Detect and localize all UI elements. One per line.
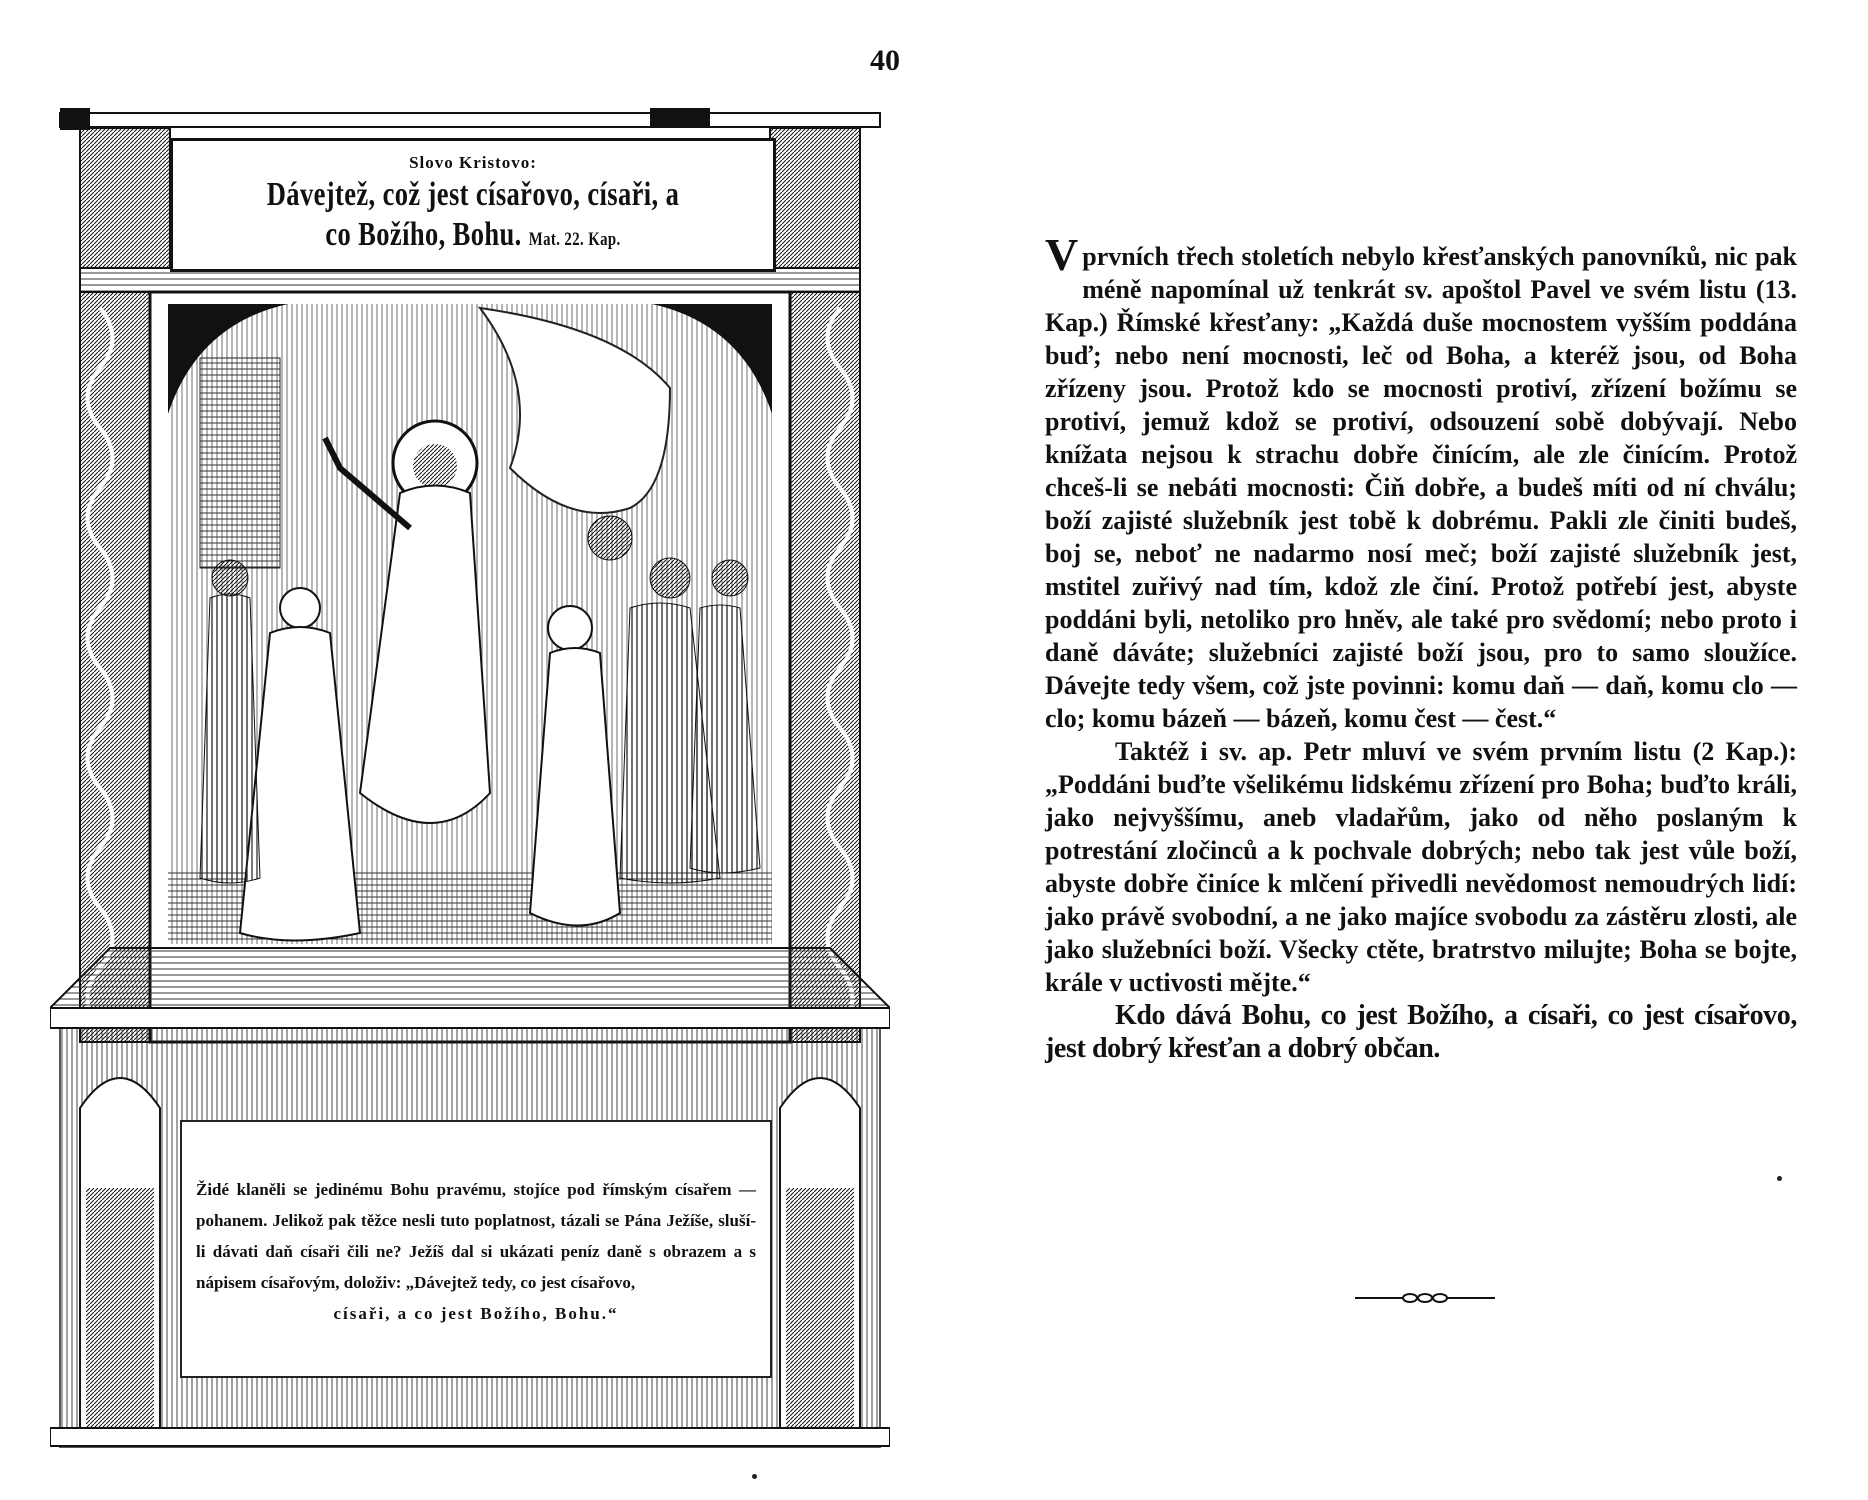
engraving-illustration-icon [168, 304, 772, 944]
title-line-2 [239, 215, 707, 260]
title-main [239, 175, 707, 260]
title-line-1: Dávejtež, což jest císařovo, císaři, a [266, 176, 680, 213]
caption-body: Židé klaněli se jedinému Bohu pravému, stojíce pod římským císařem — pohanem. Jelikož pak těžce nesli tuto poplatnost, tázali se Pána Ježíše, sluší-li dávati daň císaři čili ne? Ježíš dal si ukázati peníz daně s obrazem a s nápisem císařovým, doloživ: „Dávejtež tedy, co jest císařovo, [196, 1180, 756, 1292]
engraved-plate [50, 108, 890, 1448]
caption-last-line: císaři, a co jest Božího, Bohu.“ [333, 1304, 619, 1323]
title-reference: Mat. 22. Kap. [528, 229, 621, 250]
title-line-2-text: co Božího, Bohu. [325, 216, 522, 253]
title-intro: Slovo Kristovo: [409, 153, 537, 172]
caption-box [180, 1120, 772, 1378]
page-number: 40 [870, 44, 900, 77]
end-ornament-icon [1355, 1290, 1495, 1306]
closing-maxim: Kdo dává Bohu, co jest Božího, a císaři, co jest císařovo, jest dobrý křesťan a dobrý občan. [1045, 1000, 1797, 1064]
stray-mark [752, 1474, 757, 1479]
plate-title-box [170, 138, 776, 272]
paragraph-2: Taktéž i sv. ap. Petr mluví ve svém prvním listu (2 Kap.): „Poddáni buďte všelikému lidskému zřízení pro Boha; buďto králi, jako nejvyššímu, aneb vladařům, jako od něho poslaným k potrestání zločinců a k pochvale dobrých; nebo tak jest vůle boží, abyste dobře činíce k mlčení přivedli nevědomost nemoudrých lidí: jako právě svobodní, a ne jako majíce svobodu za zástěru zlosti, ale jako služebníci boží. Všecky ctěte, bratrstvo milujte; Boha se bojte, krále v uctivosti mějte.“ [1045, 737, 1797, 997]
body-text-column [1045, 229, 1797, 1065]
stray-mark [1777, 1176, 1782, 1181]
paragraph-1: Vprvních třech stoletích nebylo křesťanských panovníků, nic pak méně napomínal už tenkrát sv. apoštol Pavel ve svém listu (13. Kap.) Římské křesťany: „Každá duše mocnostem vyšším poddána buď; nebo není mocnosti, leč od Boha, a kteréž jsou, od Boha zřízeny jsou. Protož kdo se mocnosti protiví, zřízení božímu se protiví, jemuž kdož se protiví, odsouzení sobě dobývají. Nebo knížata nejsou k strachu dobře činícím, ale zle činícím. Protož chceš-li se nebáti mocnosti: Čiň dobře, a budeš míti od ní chválu; boží zajisté služebník jest tobě k dobrému. Pakli zle činiti budeš, boj se, neboť ne nadarmo nosí meč; boží zajisté služebník jest, mstitel zuřivý nad tím, kdož zle činí. Protož potřebí jest, abyste poddáni byli, netoliko pro hněv, ale také pro svědomí; nebo proto i daně dáváte; služebníci zajisté boží jsou, pro to samo sloužíce. Dávejte tedy všem, což jste povinni: komu daň — daň, komu clo — clo; komu bázeň — bázeň, komu čest — čest.“ [1045, 229, 1797, 733]
